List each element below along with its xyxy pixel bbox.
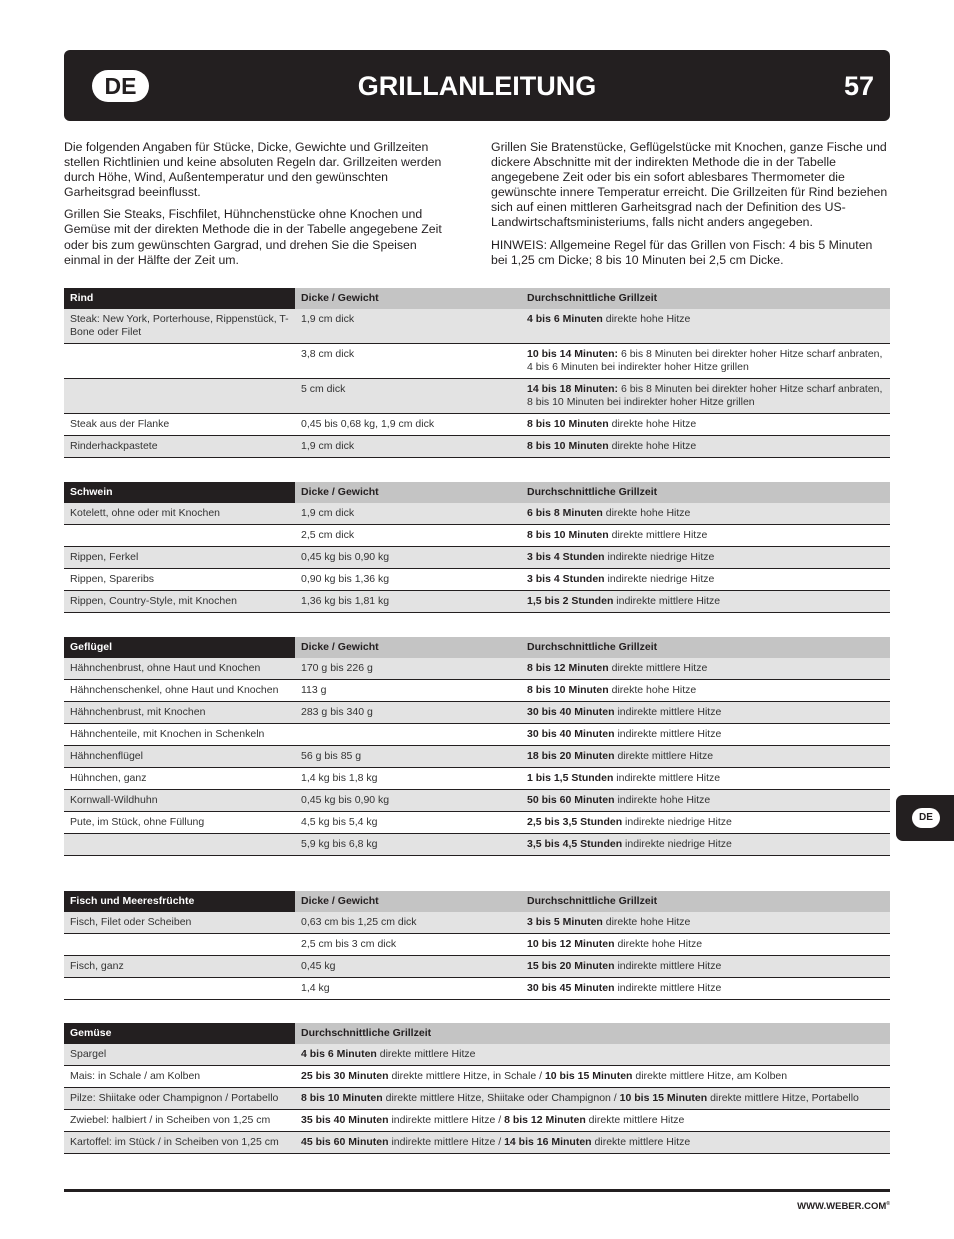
time-method: indirekte mittlere Hitze — [614, 982, 722, 994]
page-number: 57 — [843, 71, 874, 101]
time-cell — [521, 834, 890, 856]
time-cell — [521, 978, 890, 1000]
time-method: direkte hohe Hitze — [608, 684, 697, 696]
time-bold: 3,5 bis 4,5 Stunden — [527, 838, 623, 850]
table-header-size: Dicke / Gewicht — [295, 637, 521, 658]
time-cell — [295, 1066, 890, 1088]
time-method: direkte mittlere Hitze — [376, 1048, 476, 1060]
time-bold: 10 bis 12 Minuten — [527, 938, 615, 950]
time-method: indirekte mittlere Hitze / — [388, 1114, 505, 1126]
time-method: indirekte mittlere Hitze — [613, 772, 721, 784]
cut-cell: Hähnchenschenkel, ohne Haut und Knochen — [64, 680, 295, 702]
cut-cell: Steak: New York, Porterhouse, Rippenstück, T-Bone oder Filet — [64, 309, 295, 344]
table-row — [64, 956, 890, 978]
cut-cell: Kornwall-Wildhuhn — [64, 790, 295, 812]
table-rind — [64, 288, 890, 458]
cut-cell: Hühnchen, ganz — [64, 768, 295, 790]
table-row — [64, 746, 890, 768]
time-cell — [521, 344, 890, 379]
intro-right-column — [491, 140, 891, 275]
size-cell: 1,4 kg bis 1,8 kg — [295, 768, 521, 790]
table-row — [64, 702, 890, 724]
time-bold: 30 bis 40 Minuten — [527, 706, 615, 718]
time-bold: 45 bis 60 Minuten — [301, 1136, 389, 1148]
time-method: indirekte niedrige Hitze — [604, 551, 715, 563]
table-row — [64, 503, 890, 525]
time-cell — [521, 790, 890, 812]
time-bold: 10 bis 15 Minuten — [619, 1092, 708, 1104]
cut-cell: Hähnchenbrust, mit Knochen — [64, 702, 295, 724]
cut-cell: Rippen, Spareribs — [64, 569, 295, 591]
size-cell: 170 g bis 226 g — [295, 658, 521, 680]
table-fisch — [64, 891, 890, 1000]
cut-cell: Hähnchenflügel — [64, 746, 295, 768]
size-cell: 56 g bis 85 g — [295, 746, 521, 768]
language-side-tab[interactable] — [896, 795, 954, 841]
time-method: direkte mittlere Hitze — [608, 529, 708, 541]
table-row — [64, 591, 890, 613]
table-row — [64, 768, 890, 790]
time-method: 6 bis 8 Minuten bei direkter hoher Hitze scharf anbraten, 8 bis 10 Minuten bei indirekter hoher Hitze grillen — [527, 383, 883, 408]
table-header-time: Durchschnittliche Grillzeit — [295, 1023, 890, 1044]
vegetable-cell: Pilze: Shiitake oder Champignon / Portabello — [64, 1088, 295, 1110]
table-row — [64, 1044, 890, 1066]
time-method: indirekte mittlere Hitze — [614, 728, 722, 740]
time-cell — [521, 680, 890, 702]
cut-cell — [64, 379, 295, 414]
table-row — [64, 569, 890, 591]
cut-cell — [64, 525, 295, 547]
size-cell: 3,8 cm dick — [295, 344, 521, 379]
cut-cell: Steak aus der Flanke — [64, 414, 295, 436]
footer-divider — [64, 1189, 890, 1192]
table-row — [64, 525, 890, 547]
time-cell — [521, 724, 890, 746]
time-method: indirekte mittlere Hitze / — [388, 1136, 505, 1148]
table-row — [64, 379, 890, 414]
table-row — [64, 912, 890, 934]
time-method: indirekte mittlere Hitze — [614, 960, 722, 972]
table-header-category: Geflügel — [64, 637, 295, 658]
time-cell — [521, 768, 890, 790]
time-bold: 8 bis 10 Minuten — [301, 1092, 383, 1104]
time-cell — [521, 912, 890, 934]
time-bold: 8 bis 12 Minuten — [527, 662, 609, 674]
cut-cell: Fisch, ganz — [64, 956, 295, 978]
table-gemuese — [64, 1023, 890, 1154]
table-row — [64, 680, 890, 702]
time-method: 6 bis 8 Minuten bei direkter hoher Hitze scharf anbraten, 4 bis 6 Minuten bei indirekter hoher Hitze grillen — [527, 348, 883, 373]
vegetable-cell: Zwiebel: halbiert / in Scheiben von 1,25 cm — [64, 1110, 295, 1132]
time-cell — [521, 379, 890, 414]
table-header-category: Schwein — [64, 482, 295, 503]
time-bold: 8 bis 10 Minuten — [527, 440, 609, 452]
table-row — [64, 934, 890, 956]
table-header-size: Dicke / Gewicht — [295, 482, 521, 503]
table-row — [64, 834, 890, 856]
cut-cell: Hähnchenteile, mit Knochen in Schenkeln — [64, 724, 295, 746]
page-header — [64, 50, 890, 121]
time-bold: 30 bis 40 Minuten — [527, 728, 615, 740]
table-header-category: Rind — [64, 288, 295, 309]
time-bold: 8 bis 12 Minuten — [504, 1114, 586, 1126]
size-cell: 4,5 kg bis 5,4 kg — [295, 812, 521, 834]
time-bold: 18 bis 20 Minuten — [527, 750, 615, 762]
size-cell: 2,5 cm bis 3 cm dick — [295, 934, 521, 956]
size-cell: 283 g bis 340 g — [295, 702, 521, 724]
table-row — [64, 812, 890, 834]
size-cell: 1,9 cm dick — [295, 503, 521, 525]
time-method: direkte mittlere Hitze — [591, 1136, 691, 1148]
table-row — [64, 790, 890, 812]
intro-paragraph: Grillen Sie Bratenstücke, Geflügelstücke mit Knochen, ganze Fische und dickere Abschnitte mit der indirekten Methode die in der Tabelle angegebene Zeit oder bis ein sofort ablesbares Thermometer die gewünschte innere Temperatur erreicht. Die Grillzeiten für Rind beziehen sich auf einen mittleren Garheitsgrad nach der Definition des US-Landwirtschaftsministeriums, falls nicht anders angegeben. — [491, 140, 888, 230]
cut-cell: Pute, im Stück, ohne Füllung — [64, 812, 295, 834]
cut-cell: Rippen, Ferkel — [64, 547, 295, 569]
time-method: indirekte mittlere Hitze — [613, 595, 721, 607]
vegetable-cell: Kartoffel: im Stück / in Scheiben von 1,25 cm — [64, 1132, 295, 1154]
table-header-category: Gemüse — [64, 1023, 295, 1044]
time-method: direkte mittlere Hitze, Shiitake oder Champignon / — [382, 1092, 620, 1104]
time-method: direkte hohe Hitze — [608, 418, 697, 430]
time-cell — [521, 503, 890, 525]
time-bold: 1 bis 1,5 Stunden — [527, 772, 614, 784]
time-cell — [521, 658, 890, 680]
size-cell: 5,9 kg bis 6,8 kg — [295, 834, 521, 856]
time-bold: 8 bis 10 Minuten — [527, 684, 609, 696]
intro-left-column — [64, 140, 456, 275]
time-bold: 4 bis 6 Minuten — [301, 1048, 377, 1060]
time-method: indirekte hohe Hitze — [614, 794, 711, 806]
table-header-size: Dicke / Gewicht — [295, 891, 521, 912]
table-row — [64, 1066, 890, 1088]
time-cell — [521, 547, 890, 569]
side-tab-label: DE — [912, 808, 940, 828]
time-method: direkte mittlere Hitze, am Kolben — [632, 1070, 788, 1082]
table-header-time: Durchschnittliche Grillzeit — [521, 482, 890, 503]
time-cell — [521, 525, 890, 547]
time-bold: 14 bis 16 Minuten — [504, 1136, 592, 1148]
time-bold: 14 bis 18 Minuten: — [527, 383, 619, 395]
cut-cell — [64, 934, 295, 956]
footer-website[interactable] — [797, 1201, 890, 1212]
vegetable-cell: Spargel — [64, 1044, 295, 1066]
table-row — [64, 344, 890, 379]
time-method: indirekte niedrige Hitze — [604, 573, 715, 585]
table-gefluegel — [64, 637, 890, 856]
cut-cell: Fisch, Filet oder Scheiben — [64, 912, 295, 934]
time-cell — [521, 436, 890, 458]
size-cell: 0,45 kg bis 0,90 kg — [295, 547, 521, 569]
table-row — [64, 547, 890, 569]
cut-cell: Rippen, Country-Style, mit Knochen — [64, 591, 295, 613]
size-cell: 0,90 kg bis 1,36 kg — [295, 569, 521, 591]
size-cell: 2,5 cm dick — [295, 525, 521, 547]
time-cell — [521, 934, 890, 956]
size-cell: 1,9 cm dick — [295, 436, 521, 458]
table-header-time: Durchschnittliche Grillzeit — [521, 288, 890, 309]
time-cell — [295, 1110, 890, 1132]
language-badge: DE — [92, 70, 149, 102]
time-method: direkte mittlere Hitze — [614, 750, 714, 762]
time-cell — [521, 569, 890, 591]
table-row — [64, 1132, 890, 1154]
table-schwein — [64, 482, 890, 613]
size-cell: 5 cm dick — [295, 379, 521, 414]
time-cell — [521, 702, 890, 724]
table-row — [64, 436, 890, 458]
size-cell: 1,36 kg bis 1,81 kg — [295, 591, 521, 613]
size-cell — [295, 724, 521, 746]
time-bold: 25 bis 30 Minuten — [301, 1070, 389, 1082]
time-cell — [521, 414, 890, 436]
table-header-time: Durchschnittliche Grillzeit — [521, 891, 890, 912]
time-method: direkte hohe Hitze — [614, 938, 703, 950]
time-cell — [295, 1044, 890, 1066]
intro-paragraph: HINWEIS: Allgemeine Regel für das Grillen von Fisch: 4 bis 5 Minuten bei 1,25 cm Dicke; 8 bis 10 Minuten bei 2,5 cm Dicke. — [491, 237, 873, 267]
table-row — [64, 414, 890, 436]
time-bold: 6 bis 8 Minuten — [527, 507, 603, 519]
time-cell — [521, 746, 890, 768]
size-cell: 113 g — [295, 680, 521, 702]
vegetable-cell: Mais: in Schale / am Kolben — [64, 1066, 295, 1088]
time-cell — [295, 1088, 890, 1110]
time-cell — [295, 1132, 890, 1154]
size-cell: 0,45 kg — [295, 956, 521, 978]
intro-paragraph: Grillen Sie Steaks, Fischfilet, Hühnchenstücke ohne Knochen und Gemüse mit der direkten Methode die in der Tabelle angegebene Zeit oder bis zum gewünschten Gargrad, und drehen Sie die Speisen einmal in der Hälfte der Zeit um. — [64, 207, 442, 267]
time-method: direkte hohe Hitze — [602, 916, 691, 928]
time-bold: 8 bis 10 Minuten — [527, 418, 609, 430]
table-row — [64, 309, 890, 344]
time-bold: 1,5 bis 2 Stunden — [527, 595, 614, 607]
table-row — [64, 1088, 890, 1110]
table-row — [64, 658, 890, 680]
time-method: direkte mittlere Hitze — [585, 1114, 685, 1126]
size-cell: 0,45 bis 0,68 kg, 1,9 cm dick — [295, 414, 521, 436]
time-cell — [521, 591, 890, 613]
size-cell: 1,9 cm dick — [295, 309, 521, 344]
intro-paragraph: Die folgenden Angaben für Stücke, Dicke, Gewichte und Grillzeiten stellen Richtlinien und keine absoluten Regeln dar. Grillzeiten werden durch Höhe, Wind, Außentemperatur und den gewünschten Garheitsgrad beeinflusst. — [64, 140, 442, 200]
cut-cell — [64, 344, 295, 379]
time-method: direkte hohe Hitze — [602, 313, 691, 325]
time-bold: 2,5 bis 3,5 Stunden — [527, 816, 623, 828]
time-method: direkte mittlere Hitze, Portabello — [707, 1092, 859, 1104]
time-method: direkte mittlere Hitze, in Schale / — [388, 1070, 545, 1082]
time-bold: 3 bis 5 Minuten — [527, 916, 603, 928]
page-title: GRILLANLEITUNG — [357, 71, 597, 101]
time-bold: 4 bis 6 Minuten — [527, 313, 603, 325]
time-cell — [521, 309, 890, 344]
size-cell: 0,45 kg bis 0,90 kg — [295, 790, 521, 812]
time-method: direkte hohe Hitze — [608, 440, 697, 452]
time-method: indirekte mittlere Hitze — [614, 706, 722, 718]
time-bold: 8 bis 10 Minuten — [527, 529, 609, 541]
time-bold: 3 bis 4 Stunden — [527, 551, 605, 563]
table-row — [64, 978, 890, 1000]
time-bold: 35 bis 40 Minuten — [301, 1114, 389, 1126]
cut-cell — [64, 978, 295, 1000]
cut-cell: Hähnchenbrust, ohne Haut und Knochen — [64, 658, 295, 680]
time-bold: 15 bis 20 Minuten — [527, 960, 615, 972]
time-bold: 3 bis 4 Stunden — [527, 573, 605, 585]
time-method: direkte mittlere Hitze — [608, 662, 708, 674]
time-bold: 10 bis 15 Minuten — [544, 1070, 633, 1082]
table-row — [64, 724, 890, 746]
time-bold: 30 bis 45 Minuten — [527, 982, 615, 994]
registered-mark: ® — [886, 1201, 890, 1207]
table-header-time: Durchschnittliche Grillzeit — [521, 637, 890, 658]
cut-cell: Rinderhackpastete — [64, 436, 295, 458]
time-bold: 10 bis 14 Minuten: — [527, 348, 619, 360]
table-header-size: Dicke / Gewicht — [295, 288, 521, 309]
time-method: indirekte niedrige Hitze — [622, 838, 732, 850]
size-cell: 1,4 kg — [295, 978, 521, 1000]
time-cell — [521, 812, 890, 834]
time-cell — [521, 956, 890, 978]
cut-cell — [64, 834, 295, 856]
table-header-category: Fisch und Meeresfrüchte — [64, 891, 295, 912]
time-method: indirekte niedrige Hitze — [622, 816, 732, 828]
time-method: direkte hohe Hitze — [602, 507, 691, 519]
footer-url-text: WWW.WEBER.COM — [797, 1201, 887, 1213]
size-cell: 0,63 cm bis 1,25 cm dick — [295, 912, 521, 934]
cut-cell: Kotelett, ohne oder mit Knochen — [64, 503, 295, 525]
table-row — [64, 1110, 890, 1132]
time-bold: 50 bis 60 Minuten — [527, 794, 615, 806]
